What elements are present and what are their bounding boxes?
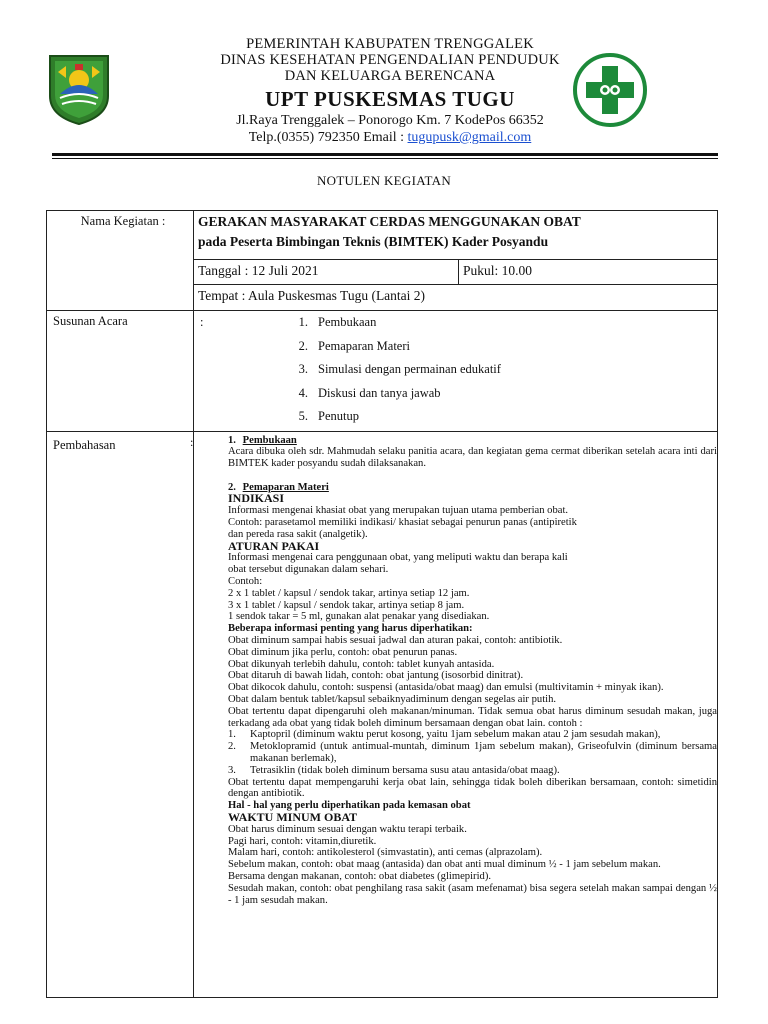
indikasi-text: Contoh: parasetamol memiliki indikasi/ khasiat sebagai penurun panas (antipiretik [228, 517, 577, 529]
informasi-penting-heading: Beberapa informasi penting yang harus diperhatikan: [228, 623, 473, 635]
acara-item: 5. Penutup [298, 409, 359, 423]
trenggalek-regency-emblem-icon [46, 52, 112, 126]
puskesmas-cross-logo-icon [572, 52, 648, 128]
letterhead [0, 0, 768, 160]
section-2-num: 2. [228, 481, 236, 493]
letterhead-rule-thick [52, 153, 718, 156]
pembahasan-content [190, 434, 717, 907]
contoh-item: 3. Tetrasiklin (tidak boleh diminum bersama susu atau antasida/obat maag). [228, 764, 560, 776]
section-1-title: Pembukaan [242, 434, 297, 446]
aturan-text: 1 sendok takar = 5 ml, gunakan alat penakar yang disediakan. [228, 611, 490, 623]
waktu-item: Obat harus diminum sesuai dengan waktu terapi terbaik. [228, 823, 467, 835]
indikasi-text: Informasi mengenai khasiat obat yang merupakan tujuan utama pemberian obat. [228, 505, 569, 517]
indikasi-text: dan pereda rasa sakit (analgetik). [228, 528, 368, 540]
pukul-cell: Pukul: 10.00 [459, 259, 718, 284]
waktu-minum-heading: WAKTU MINUM OBAT [228, 810, 358, 824]
aturan-text: obat tersebut digunakan dalam sehari. [228, 564, 389, 576]
pembahasan-colon: : [190, 434, 194, 449]
label-nama-kegiatan: Nama Kegiatan : [47, 211, 194, 311]
tanggal-cell: Tanggal : 12 Juli 2021 [194, 259, 459, 284]
waktu-item: Sesudah makan, contoh: obat penghilang rasa sakit (asam mefenamat) bisa segera setelah makan sampai dengan ½ - 1 jam sesudah makan. [228, 882, 717, 906]
interaksi-text: Obat tertentu dapat mempengaruhi kerja obat lain, sehingga tidak boleh diberikan bersamaan, contoh: simetidin dengan antibiotik. [228, 776, 717, 800]
kemasan-heading: Hal - hal yang perlu diperhatikan pada kemasan obat [228, 800, 471, 812]
acara-colon: : [200, 315, 204, 329]
label-pembahasan: Pembahasan [47, 431, 194, 997]
kegiatan-line-2: pada Peserta Bimbingan Teknis (BIMTEK) Kader Posyandu [198, 234, 549, 250]
aturan-pakai-heading: ATURAN PAKAI [228, 538, 320, 553]
penting-item: Obat dikocok dahulu, contoh: suspensi (antasida/obat maag) dan emulsi (multivitamin + minyak ikan). [228, 682, 664, 694]
penting-item: Obat dalam bentuk tablet/kapsul sebaiknyadiminum dengan segelas air putih. [228, 694, 557, 706]
letterhead-line-1: PEMERINTAH KABUPATEN TRENGGALEK [246, 36, 534, 52]
kegiatan-line-1: GERAKAN MASYARAKAT CERDAS MENGGUNAKAN OBAT [198, 214, 581, 229]
penting-item: Obat diminum sampai habis sesuai jadwal dan aturan pakai, contoh: antibiotik. [228, 635, 563, 647]
aturan-text: Informasi mengenai cara penggunaan obat, yang meliputi waktu dan berapa kali [228, 552, 568, 564]
letterhead-line-3: DAN KELUARGA BERENCANA [284, 68, 496, 84]
acara-list [194, 311, 718, 432]
institution-name: UPT PUSKESMAS TUGU [265, 87, 515, 111]
institution-address: Jl.Raya Trenggalek – Ponorogo Km. 7 KodePos 66352 [236, 113, 544, 128]
aturan-text: 3 x 1 tablet / kapsul / sendok takar, artinya setiap 8 jam. [228, 599, 465, 611]
section-1-text: Acara dibuka oleh sdr. Mahmudah selaku panitia acara, dan kegiatan gema cermat diberikan setelah acara inti dari BIMTEK kader posyandu sudah dilaksanakan. [228, 446, 717, 470]
acara-item: 4. Diskusi dan tanya jawab [298, 385, 441, 400]
acara-item: 3. Simulasi dengan permainan edukatif [298, 362, 501, 376]
pembahasan-cell [190, 431, 718, 997]
acara-item: : 1. Pembukaan [194, 311, 717, 335]
section-2-title: Pemaparan Materi [242, 481, 329, 493]
penting-item: Obat dikunyah terlebih dahulu, contoh: tablet kunyah antasida. [228, 658, 495, 670]
email-link[interactable]: tugupusk@gmail.com [407, 130, 532, 145]
contoh-item: 1. Kaptopril (diminum waktu perut kosong, yaitu 1jam sebelum makan atau 2 jam sesudah makan), [228, 729, 661, 741]
tempat-cell: Tempat : Aula Puskesmas Tugu (Lantai 2) [194, 284, 718, 310]
penting-item: Obat tertentu dapat dipengaruhi oleh makanan/minuman. Tidak semua obat harus diminum sesudah makan, juga terkadang ada obat yang tidak boleh diminum bersamaan dengan obat lain. contoh : [228, 705, 717, 729]
contoh-item: 2. Metoklopramid (untuk antimual-muntah, diminum 1jam sebelum makan), Griseofulvin (diminum bersama makanan berlemak), [228, 741, 717, 765]
waktu-item: Bersama dengan makanan, contoh: obat diabetes (glimepirid). [228, 870, 491, 882]
waktu-item: Malam hari, contoh: antikolesterol (simvastatin), anti cemas (alprazolam). [228, 847, 543, 859]
penting-item: Obat ditaruh di bawah lidah, contoh: obat jantung (isosorbid dinitrat). [228, 670, 524, 682]
waktu-item: Sebelum makan, contoh: obat maag (antasida) dan obat anti mual diminum ½ - 1 jam sebelum makan. [228, 859, 661, 871]
letterhead-rule-thin [52, 158, 718, 159]
institution-contact [160, 129, 620, 146]
aturan-text: Contoh: [228, 576, 263, 588]
letterhead-line-2: DINAS KESEHATAN PENGENDALIAN PENDUDUK [220, 52, 560, 68]
label-susunan-acara: Susunan Acara [47, 311, 194, 432]
document-title: NOTULEN KEGIATAN [316, 173, 452, 188]
penting-item: Obat diminum jika perlu, contoh: obat penurun panas. [228, 646, 458, 658]
kegiatan-line-1-cell [194, 211, 718, 233]
phone-label: Telp.(0355) 792350 Email : [248, 130, 408, 145]
waktu-item: Pagi hari, contoh: vitamin,diuretik. [228, 835, 377, 847]
minutes-table [46, 210, 718, 998]
kegiatan-line-2-cell [194, 232, 718, 259]
indikasi-heading: INDIKASI [228, 491, 285, 506]
acara-item: 2. Pemaparan Materi [298, 338, 410, 353]
aturan-text: 2 x 1 tablet / kapsul / sendok takar, artinya setiap 12 jam. [228, 587, 470, 599]
section-1-num: 1. [228, 434, 236, 446]
